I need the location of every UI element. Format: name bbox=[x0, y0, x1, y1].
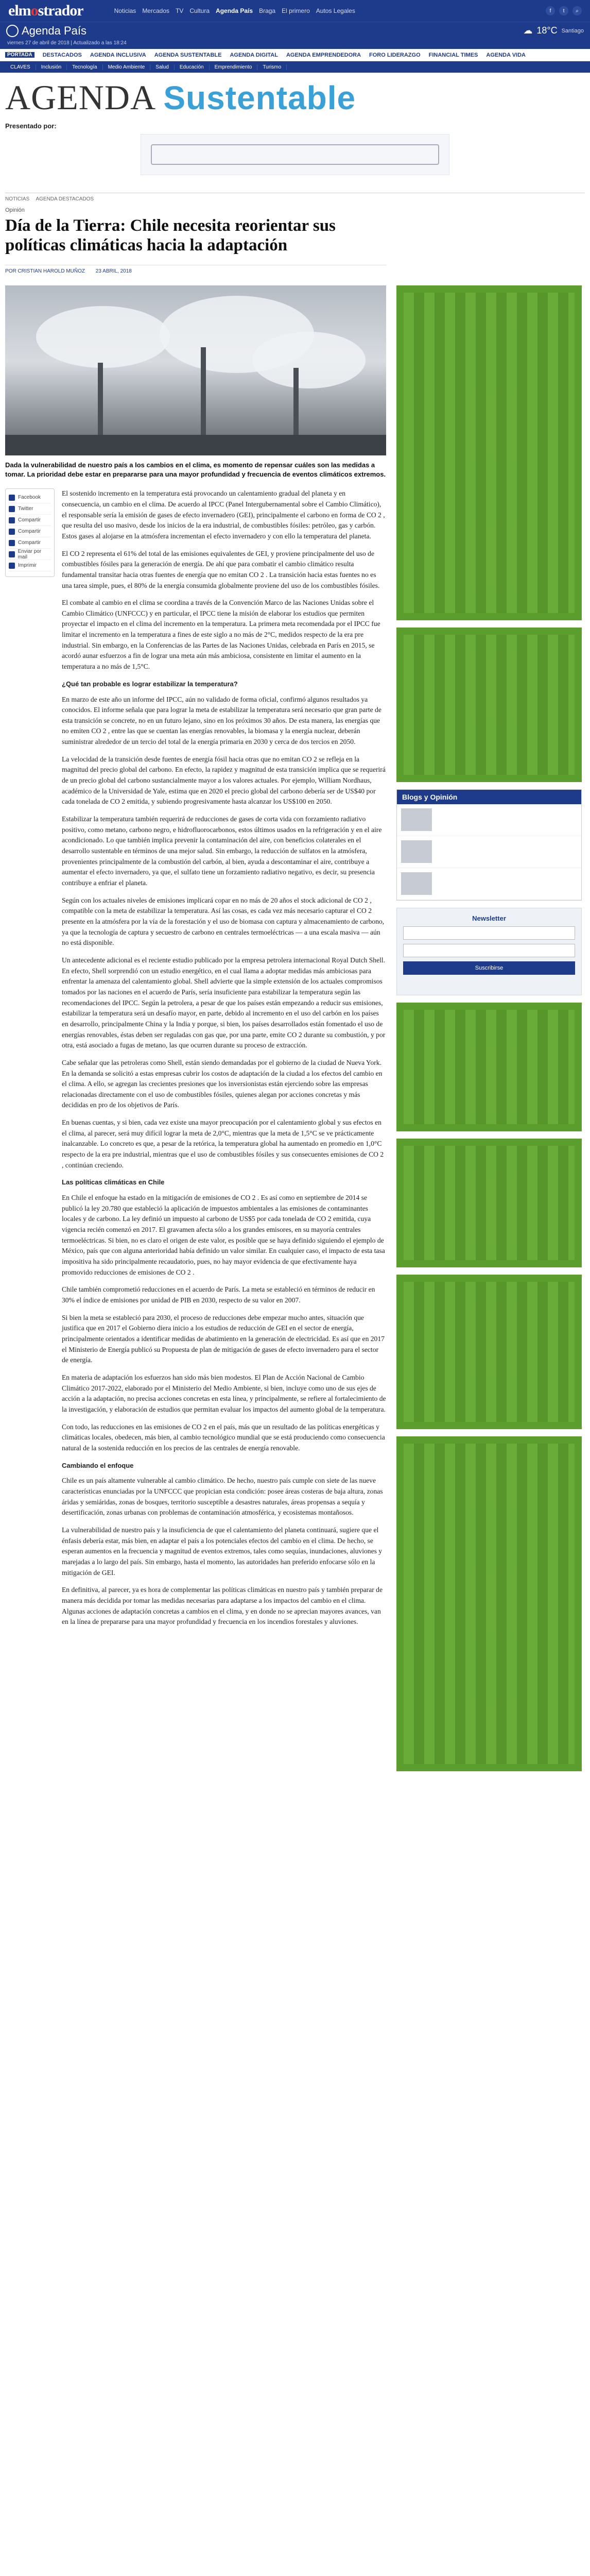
share-generic[interactable]: Compartir bbox=[9, 526, 51, 537]
breadcrumb-item[interactable]: NOTICIAS bbox=[5, 196, 30, 202]
share-generic[interactable]: Compartir bbox=[9, 515, 51, 526]
paragraph: Chile es un país altamente vulnerable al cambio climático. De hecho, nuestro país cumple con siete de las nueve características enunciadas por la UNFCCC que propician esta condición: posee áreas costeras de baja altura, zonas áridas y semiáridas, zonas de bosques, territorio susceptible a desastres naturales, áreas propensas a sequía y desertificación, zonas urbanas con problemas de contaminación atmosférica, y ecosistemas montañosos. bbox=[62, 1477, 383, 1517]
sub-nav-item[interactable]: Medio Ambiente bbox=[103, 64, 151, 70]
sponsor-banner[interactable] bbox=[141, 134, 449, 175]
nav-item[interactable]: FORO LIDERAZGO bbox=[369, 52, 421, 58]
globe-icon bbox=[6, 25, 19, 37]
nav-item[interactable]: AGENDA INCLUSIVA bbox=[90, 52, 146, 58]
ad-pattern bbox=[404, 1146, 575, 1260]
nav-item[interactable]: DESTACADOS bbox=[42, 52, 82, 58]
section-bar bbox=[0, 22, 590, 39]
newsletter-name-input[interactable] bbox=[403, 944, 575, 957]
ad-pattern bbox=[404, 1010, 575, 1124]
paragraph: En Chile el enfoque ha estado en la mitigación de emisiones de CO 2 . Es así como en septiembre de 2014 se publicó la ley 20.780 que estableció la aplicación de impuestos ambientales a las emisiones de contaminantes locales y de carbono. La ley definió un impuesto al carbono de US$5 por cada tonelada de CO 2 emitida, cuya vigencia recién comenzó en 2017. El gravamen afecta sólo a los grandes emisores, en su mayoría centrales termoeléctricas. Si bien, no es claro el origen de este valor, es posible que se haya definido siguiendo el ejemplo de México, país que con alguna anterioridad había definido un valor similar. En cualquier caso, el impacto de esta tasa impositiva ha sido principalmente recaudatorio, pues, no hay mayor evidencia de que efectivamente haya promovido reducciones de emisiones de CO 2 . bbox=[62, 1194, 385, 1276]
industrial-ground bbox=[5, 435, 386, 455]
sub-nav-item[interactable]: CLAVES bbox=[5, 64, 36, 70]
section-title: Agenda País bbox=[6, 24, 86, 38]
top-nav-item[interactable]: Cultura bbox=[189, 7, 210, 14]
top-nav bbox=[114, 7, 355, 14]
facebook-icon[interactable]: f bbox=[546, 6, 555, 15]
blog-thumbnail bbox=[401, 840, 432, 863]
twitter-icon[interactable]: t bbox=[559, 6, 568, 15]
article-main bbox=[5, 285, 386, 1778]
nav-item[interactable]: FINANCIAL TIMES bbox=[428, 52, 478, 58]
sub-nav bbox=[0, 61, 590, 73]
share-box bbox=[5, 488, 55, 577]
mail-icon bbox=[9, 551, 15, 557]
sidebar bbox=[396, 285, 582, 1778]
blogs-widget bbox=[396, 789, 582, 901]
paragraph: La vulnerabilidad de nuestro país y la insuficiencia de que el calentamiento del planeta continuará, sugiere que el énfasis debería estar, más bien, en adaptar el país a los potenciales efectos del cambio en el clima. De hecho, se esperan aumentos en la frecuencia y magnitud de eventos extremos, tales como sequías, inundaciones, aluviones y marejadas a lo largo del país. Sin embargo, hasta el momento, las autoridades han preferido enfocarse sólo en la mitigación de GEI. bbox=[62, 1526, 383, 1577]
paragraph: El sostenido incremento en la temperatura está provocando un calentamiento gradual del planeta y en consecuencia, un cambio en el clima. De acuerdo al IPCC (Panel Intergubernamental sobre el Cambio Climático), el responsable sería la emisión de gases de efecto invernadero (GEI), principalmente el carbono en forma de CO 2 , que resulta del uso masivo, desde los inicios de la era industrial, de combustibles fósiles: petróleo, gas y carbón. Estos gases al alojarse en la atmósfera incrementan el efecto invernadero y con ello la temperatura del planeta. bbox=[62, 489, 385, 540]
newsletter-title: Newsletter bbox=[472, 914, 506, 922]
paragraph: En buenas cuentas, y si bien, cada vez existe una mayor preocupación por el calentamiento global y sus efectos en el clima, al parecer, será muy difícil lograr la meta de 2,0°C, mientras que la meta de 1,5°C se ve prácticamente inalcanzable. Lo concreto es que, a pesar de la retórica, la temperatura global ha aumentado en promedio en 1,0°C respecto de la era pre industrial, mientras que el uso de combustibles fósiles y sus consecuentes emisiones de CO 2 , continúan creciendo. bbox=[62, 1118, 384, 1169]
top-header bbox=[0, 0, 590, 22]
facebook-icon bbox=[9, 495, 15, 501]
sidebar-ad[interactable] bbox=[396, 1003, 582, 1131]
subheading: Las políticas climáticas en Chile bbox=[62, 1178, 165, 1187]
sidebar-ad[interactable] bbox=[396, 628, 582, 782]
cloud-icon: ☁ bbox=[523, 25, 533, 36]
newsletter-email-input[interactable] bbox=[403, 926, 575, 940]
blogs-heading: Blogs y Opinión bbox=[397, 790, 581, 804]
ad-pattern bbox=[404, 1282, 575, 1422]
sub-nav-item[interactable]: Tecnología bbox=[67, 64, 102, 70]
section-label: Opinión bbox=[5, 207, 25, 213]
paragraph: En materia de adaptación los esfuerzos han sido más bien modestos. El Plan de Acción Nacional de Cambio Climático 2017-2022, elaborado por el Ministerio del Medio Ambiente, si bien, incluye como uno de sus ejes de acción a la adaptación, no precisa acciones concretas en esta línea, y principalmente, se refiere al fortalecimiento de la investigación, y elaboración de estudios que permitan evaluar los impactos del aumento global de la temperatura. bbox=[62, 1374, 386, 1413]
chimney bbox=[293, 368, 299, 440]
sub-nav-item[interactable]: Educación bbox=[175, 64, 210, 70]
nav-item[interactable]: AGENDA VIDA bbox=[486, 52, 526, 58]
presented-by: Presentado por: bbox=[5, 122, 57, 130]
top-nav-item[interactable]: Mercados bbox=[142, 7, 169, 14]
article-body bbox=[62, 488, 386, 1634]
byline bbox=[5, 265, 386, 274]
blog-thumbnail bbox=[401, 808, 432, 831]
weather-widget: ☁ 18°C Santiago bbox=[523, 25, 584, 36]
subheading: ¿Qué tan probable es lograr estabilizar la temperatura? bbox=[62, 680, 238, 688]
share-print[interactable]: Imprimir bbox=[9, 560, 51, 571]
paragraph: El CO 2 representa el 61% del total de las emisiones equivalentes de GEI, y proviene principalmente del uso de combustibles fósiles para la generación de energía. De ahí que para combatir el cambio climático resulta fundamental transitar hacia otras fuentes de energía que no emitan CO 2 . La transición hacia estas fuentes no es una tarea simple, pues, el 80% de la energía consumida globalmente proviene del uso de los combustibles fósiles. bbox=[62, 549, 380, 589]
share-email[interactable]: Enviar por mail bbox=[9, 549, 51, 560]
blog-thumbnail bbox=[401, 872, 432, 895]
blog-item[interactable] bbox=[397, 836, 581, 868]
search-icon[interactable]: ⌕ bbox=[572, 6, 582, 15]
paragraph: Si bien la meta se estableció para 2030, el proceso de reducciones debe empezar mucho antes, situación que justifica que en 2017 el Gobierno diera inicio a los estudios de reducción de GEI en el sector de energía, principalmente orientados a identificar medidas de abatimiento en la generación de electricidad. Es así que en 2017 el Ministerio de Energía publicó su Propuesta de plan de mitigación de gases de efecto invernadero para el sector de energía. bbox=[62, 1313, 385, 1364]
article-title: Día de la Tierra: Chile necesita reorientar sus políticas climáticas hacia la adaptación bbox=[5, 216, 336, 255]
nav-item-portada[interactable]: PORTADA bbox=[5, 52, 34, 58]
paragraph: En definitiva, al parecer, ya es hora de complementar las políticas climáticas en nuestro país y también preparar de manera más decidida por tomar las medidas necesarias para adaptarse a los impactos del cambio en el clima. Algunas acciones de adaptación concretas a cambios en el clima, y en donde no se aprecian mayores avances, van en la línea de prepararse para una mayor profundidad y frecuencia en los incendios forestales y aluviones. bbox=[62, 1586, 383, 1626]
paragraph: Según con los actuales niveles de emisiones implicará copar en no más de 20 años el stock adicional de CO 2 , compatible con la meta de estabilizar la temperatura. Así las cosas, es cada vez más necesario capturar el CO 2 presente en la atmósfera por la vía de la forestación y el uso de biomasa con captura y almacenamiento de carbono, ya que la tecnología de captura y secuestro de carbono en centrales termoeléctricas — a una escala masiva — aún no está disponible. bbox=[62, 896, 385, 947]
sidebar-ad[interactable] bbox=[396, 1436, 582, 1771]
top-nav-item-active[interactable]: Agenda País bbox=[216, 7, 253, 14]
twitter-icon bbox=[9, 506, 15, 512]
brand-title: AGENDA Sustentable bbox=[5, 78, 356, 117]
share-generic[interactable]: Compartir bbox=[9, 537, 51, 549]
nav-item[interactable]: AGENDA SUSTENTABLE bbox=[154, 52, 222, 58]
hero-image bbox=[5, 285, 386, 455]
image-caption: Dada la vulnerabilidad de nuestro país a los cambios en el clima, es momento de repensar cuáles son las medidas a tomar. La prioridad debe estar en prepararse para una mayor profundidad y frecuencia de eventos climáticos extremos. bbox=[5, 461, 386, 479]
top-nav-item[interactable]: El primero bbox=[282, 7, 310, 14]
subheading: Cambiando el enfoque bbox=[62, 1461, 134, 1469]
linkedin-icon bbox=[9, 529, 15, 535]
share-twitter[interactable]: Twitter bbox=[9, 503, 51, 515]
paragraph: Chile también comprometió reducciones en el acuerdo de París. La meta se estableció en términos de reducir en 30% el índice de emisiones por unidad de PIB en 2030, respecto de su valor en 2007. bbox=[62, 1285, 375, 1304]
ad-pattern bbox=[404, 1444, 575, 1764]
paragraph: La velocidad de la transición desde fuentes de energía fósil hacia otras que no emitan CO 2 se refleja en la magnitud del precio global del carbono. En efecto, la rapidez y magnitud de esta transición implica que se requerirá de un precio global del carbono sustancialmente mayor a los valores actuales. Por ejemplo, William Nordhaus, académico de la Universidad de Yale, estima que en 2020 el precio global del carbono debería ser de US$40 por cada tonelada de CO 2 emitida, y subiendo progresivamente hasta alcanzar los US$100 en 2050. bbox=[62, 755, 386, 806]
paragraph: Cabe señalar que las petroleras como Shell, están siendo demandadas por el gobierno de la ciudad de Nueva York. En la demanda se solicitó a estas empresas cubrir los costos de adaptación de la ciudad a los efectos del cambio en el clima. A ello, se agregan las crecientes presiones que los inversionistas están ejerciendo sobre las empresas relacionadas directamente con el uso de combustibles fósiles, quienes alegan por acciones concretas y más decididas en pro de los objetivos de París. bbox=[62, 1058, 383, 1109]
top-nav-item[interactable]: Noticias bbox=[114, 7, 136, 14]
paragraph: En marzo de este año un informe del IPCC, aún no validado de forma oficial, confirmó algunos resultados ya conocidos. El informe señala que para lograr la meta de estabilizar la temperatura será necesario que gran parte de esta transición se concrete, no en un futuro lejano, sino en los próximos 30 años. De esta manera, las energías que no emiten CO 2 , entre las que se cuentan las energías renovables, la biomasa y la energía nuclear, deberán suministrar alrededor de un tercio del total de la energía primaria en 2030 y cerca de dos tercios en 2050. bbox=[62, 695, 381, 746]
whatsapp-icon bbox=[9, 540, 15, 546]
nav-item[interactable]: AGENDA DIGITAL bbox=[230, 52, 278, 58]
paragraph: El combate al cambio en el clima se coordina a través de la Convención Marco de las Naciones Unidas sobre el Cambio Climático (UNFCCC) y en particular, el IPCC tiene la misión de elaborar los estudios que permiten proyectar el impacto en el clima del incremento en la temperatura. La primera meta recomendada por el IPCC fue limitar el incremento en la temperatura a fines de este siglo a no más de 2°C, medidos respecto de la era pre industrial. Sin embargo, en la Conferencias de las Partes de las Naciones Unidas, celebrada en París en 2015, se acordó aunar esfuerzos a fin de lograr una meta aún más ambiciosa, consistente en limitar el aumento en la temperatura a no más de 1,5°C. bbox=[62, 599, 380, 671]
ad-pattern bbox=[404, 293, 575, 613]
top-nav-item[interactable]: Braga bbox=[259, 7, 276, 14]
date-line: viernes 27 de abril de 2018 | Actualizado a las 18:24 bbox=[0, 39, 590, 49]
sub-nav-item[interactable]: Inclusión bbox=[36, 64, 67, 70]
sidebar-ad[interactable] bbox=[396, 1139, 582, 1267]
newsletter-box bbox=[396, 908, 582, 995]
paragraph: Estabilizar la temperatura también requerirá de reducciones de gases de corta vida con forzamiento radiativo positivo, como metano, carbono negro, e hidrofluorocarbonos, estos últimos usados en la refrigeración y en el aire acondicionado. Lo que también implica prevenir la contaminación del aire, con beneficios colaterales en el desarrollo sustentable en términos de una mejor salud. Sin embargo, la reducción de sulfatos en la atmósfera, provenientes principalmente de la combustión del carbón, al bien, ayuda a descontaminar el aire, contribuye a aumentar el efecto invernadero, ya que, el sulfato tiene un forzamiento radiativo negativo, es decir, su presencia contribuye a enfriar el planeta. bbox=[62, 815, 382, 887]
publish-date: 23 ABRIL, 2018 bbox=[95, 268, 132, 274]
nav-item[interactable]: AGENDA EMPRENDEDORA bbox=[286, 52, 361, 58]
sidebar-ad[interactable] bbox=[396, 285, 582, 620]
smoke-cloud bbox=[252, 332, 366, 388]
ad-pattern bbox=[404, 635, 575, 775]
print-icon bbox=[9, 563, 15, 569]
top-nav-item[interactable]: Autos Legales bbox=[316, 7, 355, 14]
sub-nav-item[interactable]: Salud bbox=[150, 64, 175, 70]
author[interactable]: POR CRISTIAN HAROLD MUÑOZ bbox=[5, 268, 85, 274]
share-icon bbox=[9, 517, 15, 523]
paragraph: Un antecedente adicional es el reciente estudio publicado por la empresa petrolera internacional Royal Dutch Shell. En efecto, Shell sorprendió con un estudio energético, en el cual llama a adoptar medidas más ambiciosas para enfrentar la amenaza del calentamiento global. Shell advierte que la simple extensión de los actuales compromisos tomados por las naciones en el acuerdo de París, sería insuficiente para estabilizar la temperatura según las recomendaciones del IPCC. Según la petrolera, a pesar de que los países están empezando a reducir sus emisiones, estabilizar la temperatura será un desafío mayor, en parte, debido al incremento en el uso del carbón en los países en desarrollo, principalmente China y la India y porque, si bien, los países desarrollados están fomentado el uso de energías renovables, éstas deben ser reguladas con gas que, por una parte, emite CO 2 durante su combustión, y por otra, está asociado a fugas de metano, las que ocurren durante su proceso de extracción. bbox=[62, 956, 386, 1049]
sidebar-ad[interactable] bbox=[396, 1275, 582, 1429]
breadcrumb bbox=[5, 193, 585, 202]
chimney bbox=[201, 347, 206, 440]
blog-item[interactable] bbox=[397, 804, 581, 836]
paragraph: Con todo, las reducciones en las emisiones de CO 2 en el país, más que un resultado de las políticas energéticas y climáticas locales, obedecen, más bien, al cambio tecnológico mundial que se está produciendo como consecuencia natural de la sostenida reducción en los precios de las centrales de energía renovable. bbox=[62, 1422, 385, 1452]
smoke-cloud bbox=[36, 306, 170, 368]
breadcrumb-item[interactable]: AGENDA DESTACADOS bbox=[36, 196, 94, 202]
main-nav bbox=[0, 49, 590, 61]
sub-nav-item[interactable]: Turismo bbox=[257, 64, 287, 70]
top-nav-item[interactable]: TV bbox=[176, 7, 184, 14]
chimney bbox=[98, 363, 103, 440]
banner-frame bbox=[151, 144, 439, 165]
sub-nav-item[interactable]: Emprendimiento bbox=[210, 64, 258, 70]
newsletter-submit-button[interactable]: Suscribirse bbox=[403, 961, 575, 975]
site-logo[interactable]: elmostrador bbox=[8, 2, 83, 19]
share-facebook[interactable]: Facebook bbox=[9, 492, 51, 503]
blog-item[interactable] bbox=[397, 868, 581, 900]
